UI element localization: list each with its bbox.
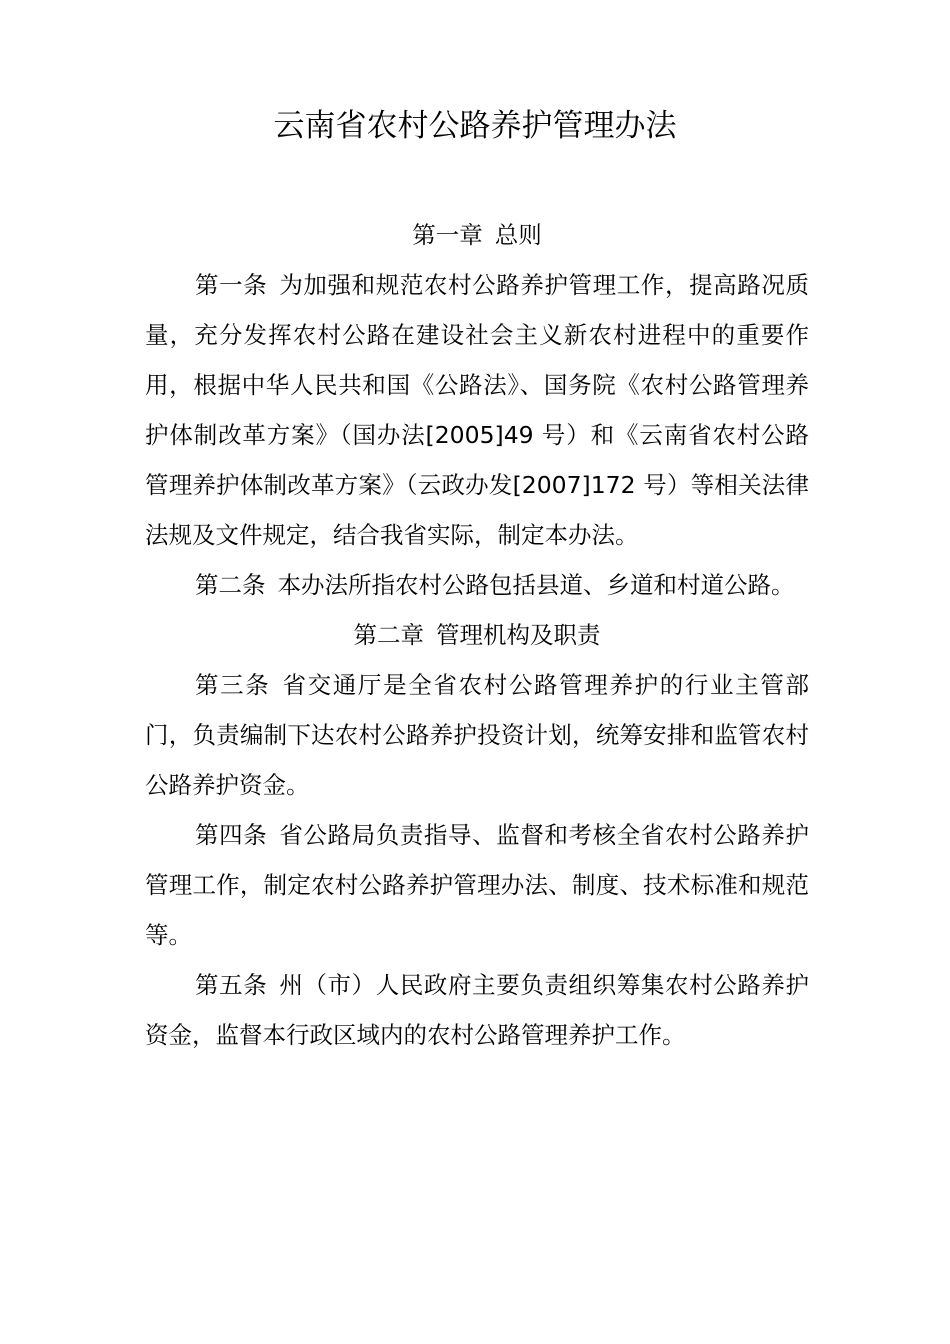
article-number: 第一条 (195, 271, 268, 299)
article-text: 省公路局负责指导、监督和考核全省农村公路养护管理工作，制定农村公路养护管理办法、制度、技术标准和规范等。 (145, 821, 809, 949)
document-body (145, 210, 809, 1060)
article-text: 州（市）人民政府主要负责组织筹集农村公路养护资金，监督本行政区域内的农村公路管理养护工作。 (145, 971, 809, 1049)
article-4 (145, 810, 809, 960)
article-text: 本办法所指农村公路包括县道、乡道和村道公路。 (277, 571, 795, 599)
article-number: 第二条 (195, 571, 266, 599)
article-text: 为加强和规范农村公路养护管理工作，提高路况质量，充分发挥农村公路在建设社会主义新农村进程中的重要作用，根据中华人民共和国《公路法》、国务院《农村公路管理养护体制改革方案》（国办法[2005]49 号）和《云南省农村公路管理养护体制改革方案》（云政办发[2007]172 号）等相关法律法规及文件规定，结合我省实际，制定本办法。 (145, 271, 809, 549)
article-number: 第五条 (195, 971, 268, 999)
chapter-heading-1 (145, 210, 809, 260)
article-5 (145, 960, 809, 1060)
document-title: 云南省农村公路养护管理办法 (273, 108, 677, 144)
article-number: 第三条 (195, 671, 271, 699)
article-1 (145, 260, 809, 560)
chapter-number: 第二章 (353, 621, 424, 649)
article-text: 省交通厅是全省农村公路管理养护的行业主管部门，负责编制下达农村公路养护投资计划，统筹安排和监管农村公路养护资金。 (145, 671, 810, 799)
chapter-name: 总则 (494, 221, 542, 249)
chapter-name: 管理机构及职责 (436, 621, 601, 649)
chapter-heading-2 (145, 610, 809, 660)
chapter-number: 第一章 (412, 221, 483, 249)
article-2 (145, 560, 809, 610)
article-number: 第四条 (195, 821, 268, 849)
article-3 (145, 660, 809, 810)
